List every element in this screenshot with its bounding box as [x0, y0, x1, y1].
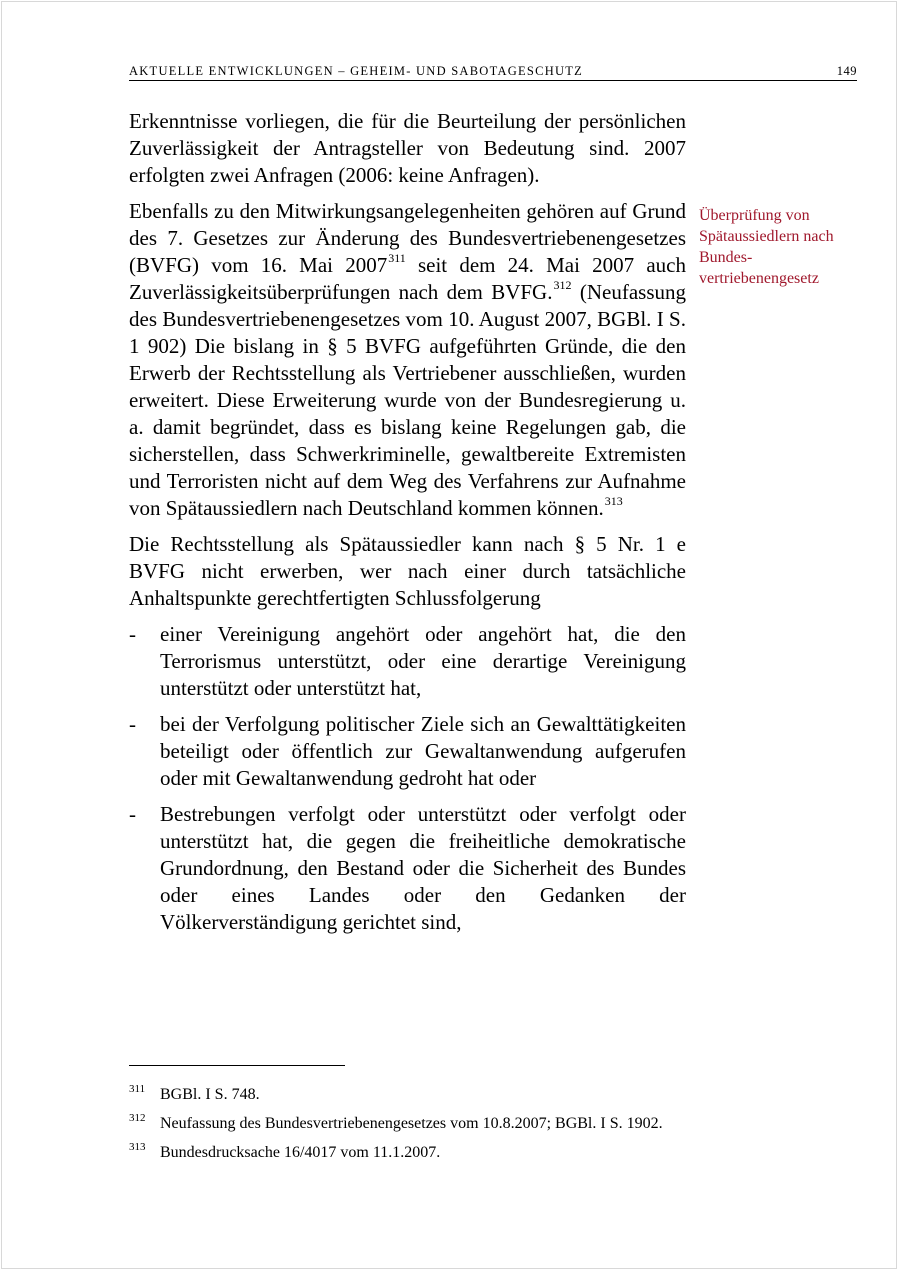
bullet-dash: -: [129, 802, 136, 826]
footnote-ref-313[interactable]: 313: [604, 494, 623, 508]
paragraph-2: [129, 198, 686, 522]
list-item: [129, 621, 686, 702]
list-item-text: Bestrebungen verfolgt oder unterstützt oder verfolgt oder unterstützt hat, die gegen die freiheitliche demokratische Grundordnung, den Bestand oder die Sicherheit des Bundes oder eines Landes oder den Gedanken der Völkerverständigung gerichtet sind,: [160, 802, 686, 934]
bullet-list: [129, 621, 686, 936]
footnotes: [129, 1084, 686, 1171]
footnote-311: [129, 1084, 686, 1105]
footnote-number: 312: [129, 1112, 146, 1124]
footnote-text: Bundesdrucksache 16/4017 vom 11.1.2007.: [160, 1144, 441, 1161]
footnote-text: Neufassung des Bundesvertriebenengesetzes vom 10.8.2007; BGBl. I S. 1902.: [160, 1115, 663, 1132]
footnote-separator: [129, 1065, 345, 1066]
paragraph-2-part-a: Ebenfalls zu den Mitwirkungsangelegenheiten gehören auf Grund des 7. Gesetzes zur Änderung des Bundesvertriebenengesetzes (BVFG) vom 16. Mai 2007: [129, 199, 686, 277]
paragraph-3: Die Rechtsstellung als Spätaussiedler kann nach § 5 Nr. 1 e BVFG nicht erwerben, wer nach einer durch tatsächliche Anhaltspunkte gerechtfertigten Schlussfolgerung: [129, 532, 686, 610]
footnote-ref-311[interactable]: 311: [388, 251, 406, 265]
page-number: 149: [836, 64, 857, 78]
footnote-number: 313: [129, 1141, 146, 1153]
bullet-dash: -: [129, 622, 136, 646]
paragraph-2-part-b: seit dem 24. Mai 2007 auch Zuverlässigkeitsüberprüfungen nach dem BVFG.: [129, 253, 686, 304]
running-header: [129, 62, 857, 81]
footnote-ref-312[interactable]: 312: [553, 278, 572, 292]
footnote-313: [129, 1142, 686, 1163]
footnote-number: 311: [129, 1083, 146, 1095]
bullet-dash: -: [129, 712, 136, 736]
body-text: [129, 108, 686, 945]
header-title: AKTUELLE ENTWICKLUNGEN – GEHEIM- UND SABOTAGESCHUTZ: [129, 64, 584, 78]
margin-note: Überprüfung von Spätaussiedlern nach Bundes-vertriebenengesetz: [699, 207, 834, 287]
footnote-text: BGBl. I S. 748.: [160, 1086, 260, 1103]
list-item: [129, 801, 686, 936]
footnote-312: [129, 1113, 686, 1134]
paragraph-1: Erkenntnisse vorliegen, die für die Beurteilung der persönlichen Zuverlässigkeit der Antragsteller von Bedeutung sind. 2007 erfolgten zwei Anfragen (2006: keine Anfragen).: [129, 109, 686, 187]
list-item: [129, 711, 686, 792]
paragraph-2-part-c: (Neufassung des Bundesvertriebenengesetzes vom 10. August 2007, BGBl. I S. 1 902) Die bislang in § 5 BVFG aufgeführten Gründe, die den Erwerb der Rechtsstellung als Vertriebener ausschließen, wurden erweitert. Diese Erweiterung wurde von der Bundesregierung u. a. damit begründet, dass es bislang keine Regelungen gab, die sicherstellen, dass Schwerkriminelle, gewaltbereite Extremisten und Terroristen nicht auf dem Weg des Verfahrens zur Aufnahme von Spätaussiedlern nach Deutschland kommen können.: [129, 280, 687, 520]
list-item-text: einer Vereinigung angehört oder angehört hat, die den Terrorismus unterstützt, oder eine derartige Vereinigung unterstützt oder unterstützt hat,: [160, 622, 686, 700]
list-item-text: bei der Verfolgung politischer Ziele sich an Gewalttätigkeiten beteiligt oder öffentlich zur Gewaltanwendung aufgerufen oder mit Gewaltanwendung gedroht hat oder: [160, 712, 686, 790]
